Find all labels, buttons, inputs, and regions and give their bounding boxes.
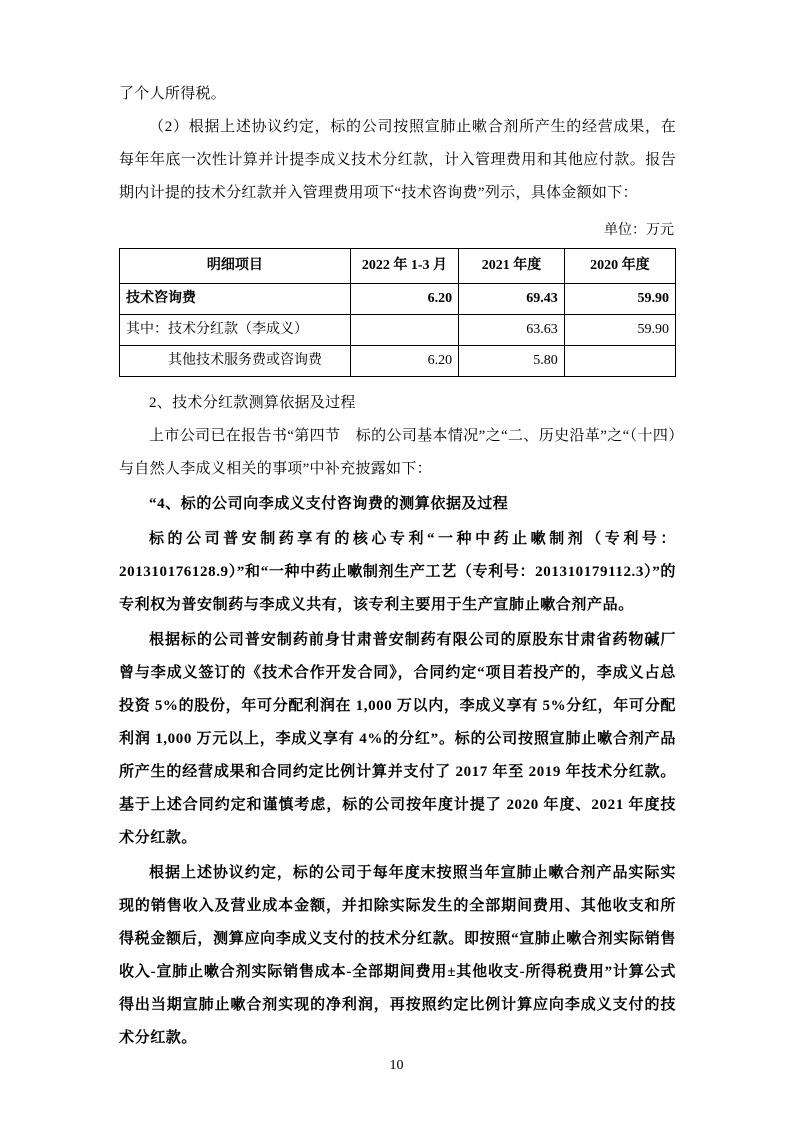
paragraph-disclosure-reference: 上市公司已在报告书“第四节 标的公司基本情况”之“二、历史沿革”之“（十四）与自然人李成义相关的事项”中补充披露如下： xyxy=(119,428,676,477)
cell-value: 59.90 xyxy=(564,284,675,315)
paragraph-patent-description: 标的公司普安制药享有的核心专利“一种中药止嗽制剂（专利号：201310176128.9）”和“一种中药止嗽制剂生产工艺（专利号：201310179112.3）”的专利权为普安制药与李成义共有，该专利主要用于生产宣肺止嗽合剂产品。 xyxy=(119,531,676,613)
table-header-row xyxy=(120,249,676,284)
page-number: 10 xyxy=(389,1058,404,1073)
heading-dividend-calculation: 2、技术分红款测算依据及过程 xyxy=(149,395,356,411)
unit-label: 单位：万元 xyxy=(604,223,674,238)
cell-value: 63.63 xyxy=(459,315,565,346)
row-label: 技术咨询费 xyxy=(120,284,351,315)
cell-value: 69.43 xyxy=(459,284,565,315)
table-header-2022-q1: 2022 年 1-3 月 xyxy=(350,249,458,284)
cell-value: 6.20 xyxy=(350,346,458,377)
paragraph-continuation: 了个人所得税。 xyxy=(119,86,227,102)
paragraph-agreement-summary: （2）根据上述协议约定，标的公司按照宣肺止嗽合剂所产生的经营成果，在每年年底一次性计算并计提李成义技术分红款，计入管理费用和其他应付款。报告期内计提的技术分红款并入管理费用项下“技术咨询费”列示，具体金额如下： xyxy=(119,119,676,201)
heading-quoted-section-4: “4、标的公司向李成义支付咨询费的测算依据及过程 xyxy=(149,496,509,512)
cell-value: 6.20 xyxy=(350,284,458,315)
cell-value: 5.80 xyxy=(459,346,565,377)
table-header-2020: 2020 年度 xyxy=(564,249,675,284)
cell-value xyxy=(350,315,458,346)
table-row-dividend-li-chengyi xyxy=(120,315,676,346)
cell-value xyxy=(564,346,675,377)
cell-value: 59.90 xyxy=(564,315,675,346)
paragraph-calculation-method: 根据上述协议约定，标的公司于每年度末按照当年宣肺止嗽合剂产品实际实现的销售收入及营业成本金额，并扣除实际发生的全部期间费用、其他收支和所得税金额后，测算应向李成义支付的技术分红款。即按照“宣肺止嗽合剂实际销售收入-宣肺止嗽合剂实际销售成本-全部期间费用±其他收支-所得税费用”计算公式得出当期宣肺止嗽合剂实现的净利润，再按照约定比例计算应向李成义支付的技术分红款。 xyxy=(119,865,676,1046)
table-row-other-service-fee xyxy=(120,346,676,377)
page-content xyxy=(119,78,676,1055)
paragraph-contract-terms: 根据标的公司普安制药前身甘肃普安制药有限公司的原股东甘肃省药物碱厂曾与李成义签订的《技术合作开发合同》，合同约定“项目若投产的，李成义占总投资 5%的股份，年可分配利润在 1,000 万以内，李成义享有 5%分红，年可分配利润 1,000 万元以上，李成义享有 4%的分红”。标的公司按照宣肺止嗽合剂产品所产生的经营成果和合同约定比例计算并支付了 2017 年至 2019 年技术分红款。基于上述合同约定和谨慎考虑，标的公司按年度计提了 2020 年度、2021 年度技术分红款。 xyxy=(119,632,676,846)
table-header-2021: 2021 年度 xyxy=(459,249,565,284)
table-header-detail-item: 明细项目 xyxy=(120,249,351,284)
table-row-technical-consulting-fee xyxy=(120,284,676,315)
technical-consulting-fee-table xyxy=(119,248,676,377)
row-label: 其中：技术分红款（李成义） xyxy=(120,315,351,346)
row-label: 其他技术服务费或咨询费 xyxy=(120,346,351,377)
